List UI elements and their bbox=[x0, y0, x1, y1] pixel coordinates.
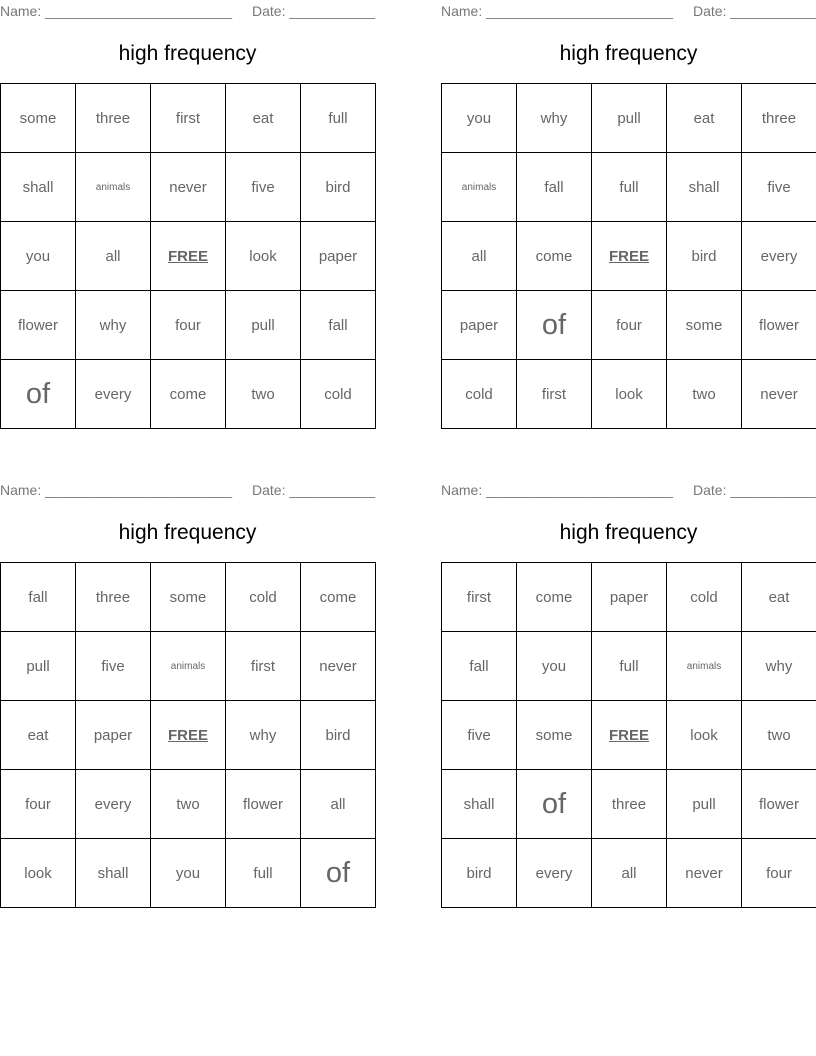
card-header bbox=[0, 0, 375, 20]
bingo-cell[interactable]: flower bbox=[742, 291, 816, 360]
bingo-cell[interactable]: flower bbox=[1, 291, 76, 360]
card-title: high frequency bbox=[559, 42, 698, 65]
bingo-cell[interactable]: why bbox=[76, 291, 151, 360]
card-title: high frequency bbox=[559, 521, 698, 544]
grid-row bbox=[1, 701, 376, 770]
bingo-cell[interactable]: pull bbox=[592, 84, 667, 153]
card-title: high frequency bbox=[118, 42, 257, 65]
grid-row bbox=[442, 563, 816, 632]
bingo-cell[interactable]: of bbox=[517, 770, 592, 839]
bingo-cell[interactable]: first bbox=[151, 84, 226, 153]
bingo-cell[interactable]: some bbox=[517, 701, 592, 770]
bingo-cell[interactable]: you bbox=[1, 222, 76, 291]
bingo-cell[interactable]: first bbox=[517, 360, 592, 429]
bingo-cell[interactable]: look bbox=[667, 701, 742, 770]
bingo-cell[interactable]: come bbox=[517, 563, 592, 632]
bingo-cell[interactable]: three bbox=[742, 84, 816, 153]
bingo-cell[interactable]: some bbox=[151, 563, 226, 632]
bingo-cell[interactable]: come bbox=[517, 222, 592, 291]
bingo-cell[interactable]: why bbox=[742, 632, 816, 701]
bingo-cell[interactable]: every bbox=[76, 360, 151, 429]
grid-row bbox=[1, 839, 376, 908]
bingo-cell[interactable]: cold bbox=[226, 563, 301, 632]
bingo-cell[interactable]: look bbox=[226, 222, 301, 291]
bingo-cell[interactable]: all bbox=[592, 839, 667, 908]
grid-row bbox=[442, 701, 816, 770]
bingo-cell[interactable]: fall bbox=[442, 632, 517, 701]
grid-row bbox=[442, 632, 816, 701]
bingo-cell[interactable]: you bbox=[442, 84, 517, 153]
bingo-cell[interactable]: eat bbox=[1, 701, 76, 770]
card-header bbox=[441, 479, 816, 499]
bingo-cell[interactable]: full bbox=[226, 839, 301, 908]
bingo-cell[interactable]: why bbox=[226, 701, 301, 770]
bingo-cell[interactable]: shall bbox=[1, 153, 76, 222]
bingo-cell[interactable]: you bbox=[151, 839, 226, 908]
bingo-grid bbox=[0, 562, 376, 908]
bingo-cell[interactable]: first bbox=[442, 563, 517, 632]
name-field[interactable]: Name: ________________________ bbox=[0, 482, 232, 498]
bingo-cell[interactable]: eat bbox=[742, 563, 816, 632]
bingo-cell[interactable]: fall bbox=[1, 563, 76, 632]
card-title: high frequency bbox=[118, 521, 257, 544]
bingo-cell[interactable]: never bbox=[151, 153, 226, 222]
bingo-cell[interactable]: eat bbox=[226, 84, 301, 153]
card-header bbox=[441, 0, 816, 20]
grid-row bbox=[1, 770, 376, 839]
bingo-cell[interactable]: two bbox=[151, 770, 226, 839]
bingo-cell[interactable]: never bbox=[667, 839, 742, 908]
date-field[interactable]: Date: ___________ bbox=[252, 482, 375, 498]
bingo-cell[interactable]: animals bbox=[442, 153, 517, 222]
bingo-cell[interactable]: paper bbox=[592, 563, 667, 632]
bingo-cell[interactable]: of bbox=[1, 360, 76, 429]
bingo-cell[interactable]: two bbox=[226, 360, 301, 429]
bingo-cell[interactable]: flower bbox=[226, 770, 301, 839]
bingo-cell[interactable]: some bbox=[1, 84, 76, 153]
grid-row bbox=[1, 153, 376, 222]
bingo-cell[interactable]: fall bbox=[301, 291, 376, 360]
name-field[interactable]: Name: ________________________ bbox=[0, 3, 232, 19]
grid-row bbox=[1, 563, 376, 632]
bingo-grid bbox=[441, 562, 816, 908]
free-space[interactable]: FREE bbox=[592, 701, 667, 770]
grid-row bbox=[442, 291, 816, 360]
bingo-cell[interactable]: come bbox=[301, 563, 376, 632]
bingo-cell[interactable]: bird bbox=[667, 222, 742, 291]
bingo-cell[interactable]: paper bbox=[301, 222, 376, 291]
grid-row bbox=[1, 360, 376, 429]
grid-row bbox=[442, 153, 816, 222]
bingo-cell[interactable]: fall bbox=[517, 153, 592, 222]
date-field[interactable]: Date: ___________ bbox=[252, 3, 375, 19]
bingo-cell[interactable]: you bbox=[517, 632, 592, 701]
grid-row bbox=[442, 839, 816, 908]
bingo-cell[interactable]: all bbox=[76, 222, 151, 291]
date-field[interactable]: Date: ___________ bbox=[693, 482, 816, 498]
bingo-cell[interactable]: bird bbox=[301, 153, 376, 222]
date-field[interactable]: Date: ___________ bbox=[693, 3, 816, 19]
name-field[interactable]: Name: ________________________ bbox=[441, 482, 673, 498]
bingo-cell[interactable]: every bbox=[517, 839, 592, 908]
bingo-cell[interactable]: paper bbox=[76, 701, 151, 770]
bingo-cell[interactable]: pull bbox=[1, 632, 76, 701]
bingo-cell[interactable]: full bbox=[301, 84, 376, 153]
card-header bbox=[0, 479, 375, 499]
grid-row bbox=[1, 222, 376, 291]
bingo-cell[interactable]: bird bbox=[442, 839, 517, 908]
bingo-cell[interactable]: four bbox=[1, 770, 76, 839]
bingo-grid bbox=[0, 83, 376, 429]
bingo-cell[interactable]: some bbox=[667, 291, 742, 360]
bingo-cell[interactable]: five bbox=[226, 153, 301, 222]
grid-row bbox=[1, 84, 376, 153]
bingo-cell[interactable]: three bbox=[76, 84, 151, 153]
bingo-cell[interactable]: never bbox=[301, 632, 376, 701]
bingo-cell[interactable]: shall bbox=[76, 839, 151, 908]
bingo-cell[interactable]: eat bbox=[667, 84, 742, 153]
bingo-cell[interactable]: full bbox=[592, 632, 667, 701]
bingo-cell[interactable]: every bbox=[742, 222, 816, 291]
bingo-cell[interactable]: come bbox=[151, 360, 226, 429]
bingo-cell[interactable]: four bbox=[592, 291, 667, 360]
bingo-cell[interactable]: three bbox=[592, 770, 667, 839]
bingo-cell[interactable]: cold bbox=[667, 563, 742, 632]
free-space[interactable]: FREE bbox=[151, 701, 226, 770]
bingo-cell[interactable]: cold bbox=[442, 360, 517, 429]
name-field[interactable]: Name: ________________________ bbox=[441, 3, 673, 19]
bingo-cell[interactable]: animals bbox=[76, 153, 151, 222]
bingo-cell[interactable]: four bbox=[151, 291, 226, 360]
bingo-cell[interactable]: animals bbox=[151, 632, 226, 701]
bingo-cell[interactable]: two bbox=[667, 360, 742, 429]
free-space[interactable]: FREE bbox=[592, 222, 667, 291]
bingo-cell[interactable]: full bbox=[592, 153, 667, 222]
bingo-cell[interactable]: two bbox=[742, 701, 816, 770]
bingo-cell[interactable]: five bbox=[76, 632, 151, 701]
free-space[interactable]: FREE bbox=[151, 222, 226, 291]
bingo-cell[interactable]: flower bbox=[742, 770, 816, 839]
bingo-cell[interactable]: all bbox=[442, 222, 517, 291]
grid-row bbox=[1, 632, 376, 701]
bingo-cell[interactable]: shall bbox=[667, 153, 742, 222]
bingo-grid bbox=[441, 83, 816, 429]
bingo-cell[interactable]: never bbox=[742, 360, 816, 429]
bingo-cell[interactable]: four bbox=[742, 839, 816, 908]
bingo-cell[interactable]: cold bbox=[301, 360, 376, 429]
bingo-cell[interactable]: pull bbox=[667, 770, 742, 839]
bingo-cell[interactable]: first bbox=[226, 632, 301, 701]
bingo-cell[interactable]: pull bbox=[226, 291, 301, 360]
bingo-cell[interactable]: look bbox=[592, 360, 667, 429]
grid-row bbox=[442, 222, 816, 291]
bingo-cell[interactable]: five bbox=[742, 153, 816, 222]
bingo-cell[interactable]: all bbox=[301, 770, 376, 839]
bingo-cell[interactable]: of bbox=[517, 291, 592, 360]
bingo-cell[interactable]: why bbox=[517, 84, 592, 153]
bingo-cell[interactable]: paper bbox=[442, 291, 517, 360]
bingo-cell[interactable]: bird bbox=[301, 701, 376, 770]
bingo-cell[interactable]: animals bbox=[667, 632, 742, 701]
grid-row bbox=[442, 84, 816, 153]
bingo-cell[interactable]: every bbox=[76, 770, 151, 839]
bingo-cell[interactable]: three bbox=[76, 563, 151, 632]
grid-row bbox=[442, 770, 816, 839]
bingo-cell[interactable]: five bbox=[442, 701, 517, 770]
bingo-cell[interactable]: of bbox=[301, 839, 376, 908]
grid-row bbox=[442, 360, 816, 429]
grid-row bbox=[1, 291, 376, 360]
bingo-cell[interactable]: shall bbox=[442, 770, 517, 839]
bingo-cell[interactable]: look bbox=[1, 839, 76, 908]
